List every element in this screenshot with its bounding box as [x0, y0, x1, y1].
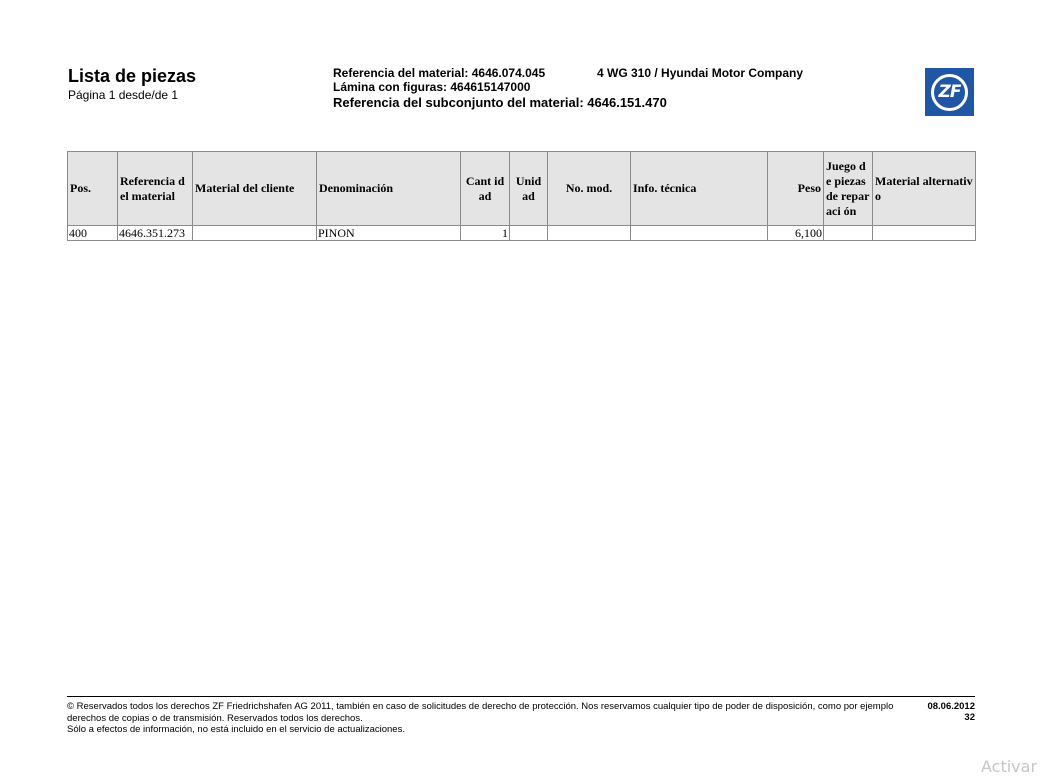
col-header-pos: Pos.: [68, 152, 118, 226]
zf-logo-ring: [931, 74, 968, 111]
col-header-tech-info: Info. técnica: [631, 152, 768, 226]
footer-page-number: 32: [964, 712, 975, 723]
footer-notice: [67, 701, 912, 736]
figure-sheet: Lámina con figuras: 464615147000: [333, 80, 531, 94]
cell-pos: 400: [68, 226, 118, 241]
table-header-row: [68, 152, 976, 226]
cell-material-ref: 4646.351.273: [118, 226, 193, 241]
page-info: Página 1 desde/de 1: [68, 88, 179, 102]
col-header-weight: Peso: [768, 152, 824, 226]
col-header-alternative-material: Material alternativo: [873, 152, 976, 226]
footer-divider: [67, 696, 975, 697]
col-header-customer-material: Material del cliente: [193, 152, 317, 226]
zf-logo-text: ZF: [938, 82, 961, 102]
footer-copyright: © Reservados todos los derechos ZF Friedrichshafen AG 2011, también en caso de solicitudes de derecho de protección. Nos reservamos cualquier tipo de poder de disposición, como por ejemplo derechos de copias o de transmisión. Reservados todos los derechos.: [67, 701, 894, 724]
zf-logo: [925, 68, 974, 116]
col-header-mod-no: No. mod.: [548, 152, 631, 226]
cell-tech-info: [631, 226, 768, 241]
cell-weight: 6,100: [768, 226, 824, 241]
col-header-quantity: Cant idad: [461, 152, 510, 226]
cell-quantity: 1: [461, 226, 510, 241]
footer-note: Sólo a efectos de información, no está incluido en el servicio de actualizaciones.: [67, 724, 405, 735]
col-header-material-ref: Referencia del material: [118, 152, 193, 226]
cell-repair-kit: [824, 226, 873, 241]
parts-table: [67, 151, 976, 241]
cell-unit: [510, 226, 548, 241]
page-title: Lista de piezas: [68, 66, 197, 86]
cell-alternative-material: [873, 226, 976, 241]
col-header-repair-kit: Juego de piezas de reparaci ón: [824, 152, 873, 226]
model-name: 4 WG 310 / Hyundai Motor Company: [597, 66, 804, 80]
table-row: [68, 226, 976, 241]
col-header-unit: Unid ad: [510, 152, 548, 226]
col-header-denomination: Denominación: [317, 152, 461, 226]
cell-customer-material: [193, 226, 317, 241]
material-reference: Referencia del material: 4646.074.045: [333, 66, 546, 80]
cell-denomination: PINON: [317, 226, 461, 241]
footer-date: 08.06.2012: [927, 701, 975, 712]
activation-watermark: Activar: [981, 757, 1038, 776]
subassembly-reference: Referencia del subconjunto del material: 4646.151.470: [333, 95, 667, 110]
cell-mod-no: [548, 226, 631, 241]
